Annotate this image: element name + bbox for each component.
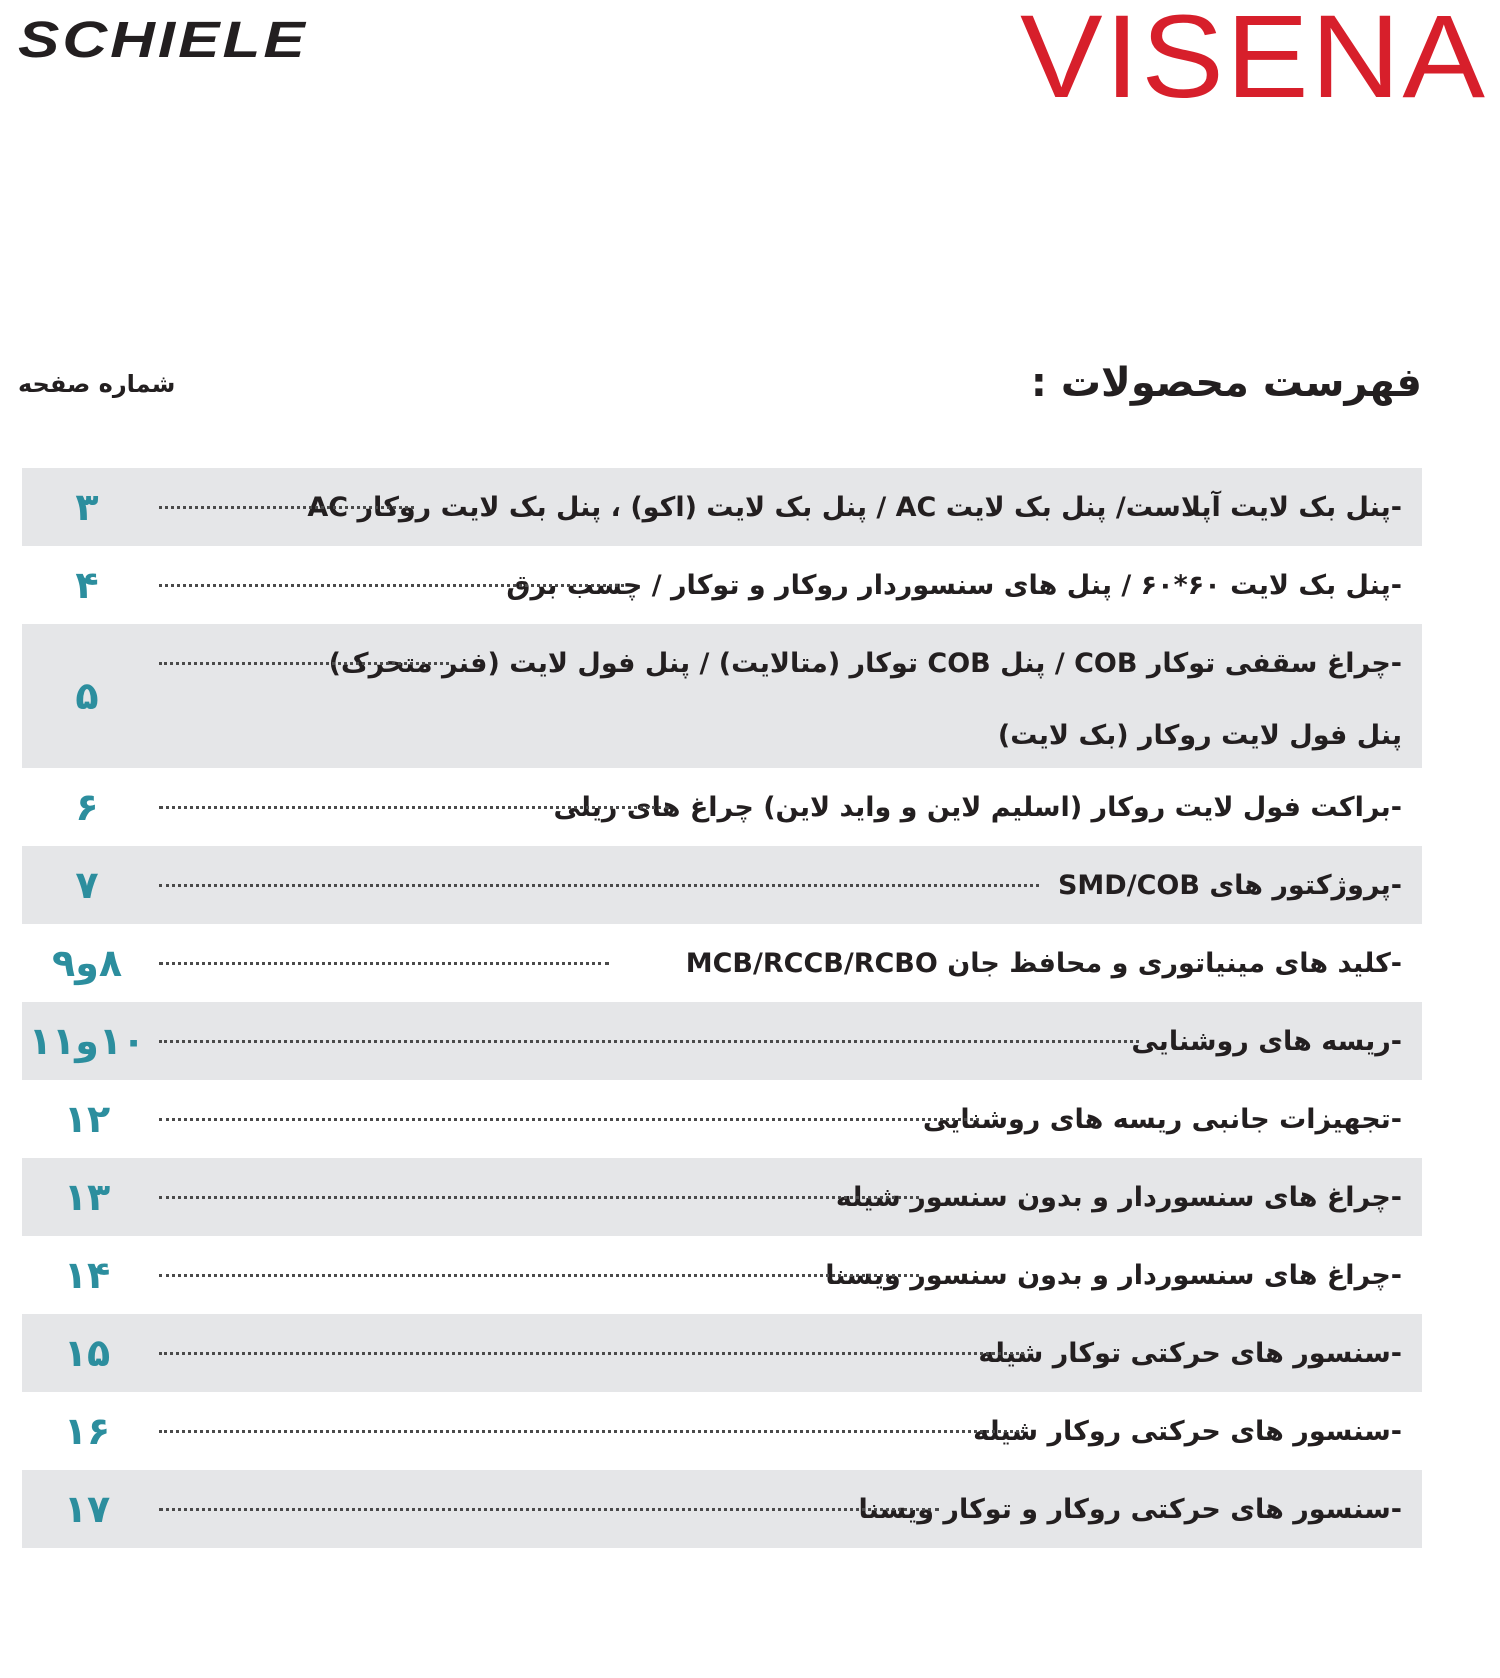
toc-item-text: -چراغ های سنسوردار و بدون سنسور شیله bbox=[835, 1181, 1402, 1213]
toc-item-text: -پنل بک لایت ۶۰*۶۰ / پنل های سنسوردار روکار و توکار / چسب برق bbox=[506, 569, 1402, 601]
dot-leader bbox=[159, 1158, 919, 1236]
toc-page-number: ۱۵ bbox=[63, 1331, 111, 1375]
toc-row bbox=[22, 1236, 1422, 1314]
dot-leader bbox=[159, 1392, 1024, 1470]
toc-row bbox=[22, 1158, 1422, 1236]
toc-page-number: ۱۷ bbox=[63, 1487, 111, 1531]
toc-row bbox=[22, 1470, 1422, 1548]
toc-page-number: ۷ bbox=[75, 863, 99, 907]
toc-row bbox=[22, 1392, 1422, 1470]
dot-leader bbox=[159, 1314, 1024, 1392]
toc-item-text: -ریسه های روشنایی bbox=[1131, 1025, 1402, 1057]
toc-item-text: -پنل بک لایت آپلاست/ پنل بک لایت AC / پنل بک لایت (اکو) ، پنل بک لایت روکار AC bbox=[307, 491, 1402, 523]
toc-page-number: ۱۴ bbox=[63, 1253, 111, 1297]
toc-item-text-line2: پنل فول لایت روکار (بک لایت) bbox=[997, 719, 1402, 751]
dot-leader bbox=[159, 1470, 939, 1548]
dot-leader bbox=[159, 1002, 1139, 1080]
toc-page-number: ۱۶ bbox=[63, 1409, 111, 1453]
toc-row bbox=[22, 468, 1422, 546]
toc-item-text: -کلید های مینیاتوری و محافظ جان MCB/RCCB/RCBO bbox=[685, 947, 1402, 979]
dot-leader bbox=[159, 468, 414, 546]
toc-item-text: -چراغ های سنسوردار و بدون سنسور ویسنا bbox=[825, 1259, 1402, 1291]
toc-row bbox=[22, 546, 1422, 624]
toc-row bbox=[22, 846, 1422, 924]
toc-page-number: ۳ bbox=[75, 485, 99, 529]
page-number-column-title: شماره صفحه bbox=[18, 370, 176, 398]
dot-leader bbox=[159, 1080, 979, 1158]
toc-item-text: -تجهیزات جانبی ریسه های روشنایی bbox=[922, 1103, 1402, 1135]
toc-item-text: -سنسور های حرکتی روکار شیله bbox=[973, 1415, 1402, 1447]
toc-row bbox=[22, 1314, 1422, 1392]
toc-row bbox=[22, 1002, 1422, 1080]
toc-row bbox=[22, 768, 1422, 846]
toc-page-number: ۱۲ bbox=[63, 1097, 111, 1141]
page-title: فهرست محصولات : bbox=[1030, 360, 1422, 406]
toc-row bbox=[22, 924, 1422, 1002]
dot-leader bbox=[159, 846, 1039, 924]
toc-page-number: ۸و۹ bbox=[51, 941, 123, 985]
toc-page-number: ۶ bbox=[75, 785, 99, 829]
toc-page-number: ۱۰و۱۱ bbox=[28, 1019, 146, 1063]
toc-item-text: -براکت فول لایت روکار (اسلیم لاین و واید لاین) چراغ های ریلی bbox=[553, 791, 1402, 823]
toc-item-text: -سنسور های حرکتی روکار و توکار ویسنا bbox=[858, 1493, 1402, 1525]
toc-row bbox=[22, 624, 1422, 768]
dot-leader bbox=[159, 924, 609, 1002]
toc-item-text: -سنسور های حرکتی توکار شیله bbox=[978, 1337, 1402, 1369]
dot-leader bbox=[159, 1236, 919, 1314]
toc-row bbox=[22, 1080, 1422, 1158]
dot-leader bbox=[159, 546, 624, 624]
schiele-logo: SCHIELE bbox=[18, 12, 308, 69]
table-of-contents bbox=[22, 468, 1422, 1548]
dot-leader bbox=[159, 768, 669, 846]
toc-page-number: ۱۳ bbox=[63, 1175, 111, 1219]
toc-page-number: ۵ bbox=[75, 674, 99, 718]
toc-item-text: -پروژکتور های SMD/COB bbox=[1057, 869, 1402, 901]
dot-leader bbox=[159, 624, 449, 702]
visena-logo: VISENA bbox=[1020, 0, 1488, 123]
toc-item-text: -چراغ سقفی توکار COB / پنل COB توکار (متالایت) / پنل فول لایت (فنر متحرک) bbox=[328, 647, 1402, 679]
toc-page-number: ۴ bbox=[75, 563, 99, 607]
